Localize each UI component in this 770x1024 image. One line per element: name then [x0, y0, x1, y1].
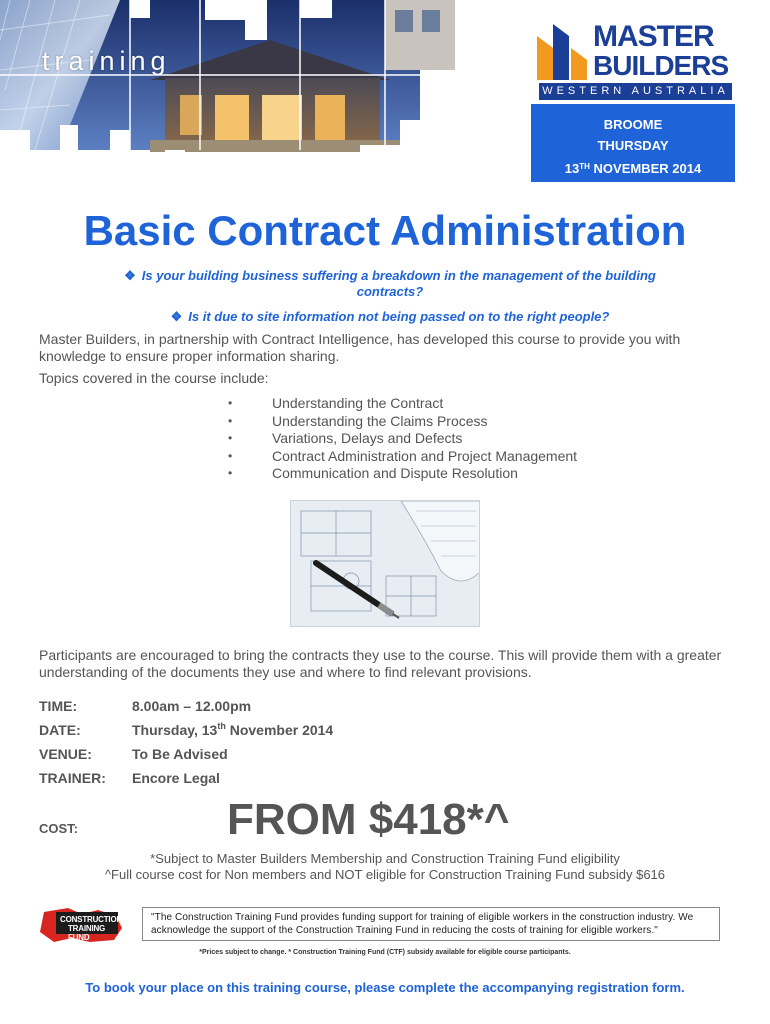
- list-item: • Communication and Dispute Resolution: [228, 465, 577, 483]
- diamond-bullet-icon: ❖: [124, 268, 136, 283]
- booking-instruction: To book your place on this training course, please complete the accompanying registration form.: [85, 980, 685, 995]
- event-date: 13TH NOVEMBER 2014: [564, 161, 702, 176]
- membership-note: *Subject to Master Builders Membership and Construction Training Fund eligibility: [150, 851, 620, 866]
- topics-list: [228, 395, 577, 483]
- course-price: FROM $418*^: [227, 795, 510, 844]
- cost-label: COST:: [39, 821, 78, 836]
- ctf-fine-print: *Prices subject to change. * Construction Training Fund (CTF) subsidy available for eligible course participants.: [199, 949, 571, 956]
- page-title: Basic Contract Administration: [83, 207, 687, 254]
- intro-paragraph: Master Builders, in partnership with Contract Intelligence, has developed this course to provide you with knowledge to ensure proper information sharing.: [39, 331, 681, 364]
- question-1: ❖ Is your building business suffering a breakdown in the management of the building contracts?: [124, 268, 656, 299]
- logo-western-australia-bar: WESTERN AUSTRALIA: [539, 83, 732, 100]
- detail-trainer: TRAINER: Encore Legal: [39, 770, 220, 786]
- detail-venue: VENUE: To Be Advised: [39, 746, 228, 762]
- logo-builders-text: BUILDERS: [593, 50, 729, 81]
- question-2: ❖ Is it due to site information not being passed on to the right people?: [170, 309, 610, 324]
- detail-date: DATE: Thursday, 13th November 2014: [39, 721, 334, 738]
- header-photo-collage: [0, 0, 490, 165]
- training-wordmark: training: [42, 46, 171, 76]
- ctf-acknowledgement-box: "The Construction Training Fund provides funding support for training of eligible workers in the construction industry. We acknowledge the support of the Construction Training Fund in reducing the costs of training for eligible workers.": [142, 907, 720, 941]
- full-cost-note: ^Full course cost for Non members and NOT eligible for Construction Training Fund subsidy $616: [104, 867, 666, 882]
- blueprint-with-pen-image: [290, 500, 480, 627]
- topics-heading: Topics covered in the course include:: [39, 370, 269, 386]
- detail-time: TIME: 8.00am – 12.00pm: [39, 698, 252, 714]
- list-item: • Understanding the Claims Process: [228, 413, 577, 431]
- diamond-bullet-icon: ❖: [170, 309, 183, 324]
- list-item: • Contract Administration and Project Management: [228, 448, 577, 466]
- master-builders-mark-icon: [535, 22, 589, 82]
- list-item: • Understanding the Contract: [228, 395, 577, 413]
- ctf-logo-line2: TRAINING FUND: [68, 924, 106, 942]
- participants-paragraph: Participants are encouraged to bring the contracts they use to the course. This will provide them with a greater understanding of the documents they use and where to find relevant provisions.: [39, 647, 722, 680]
- event-day: THURSDAY: [597, 138, 669, 153]
- ctf-logo-line1: CONSTRUCTION: [60, 915, 123, 924]
- event-city: BROOME: [603, 117, 663, 132]
- event-date-box: [531, 104, 735, 182]
- construction-training-fund-logo: [38, 906, 124, 944]
- list-item: • Variations, Delays and Defects: [228, 430, 577, 448]
- master-builders-logo: [535, 22, 735, 102]
- logo-master-text: MASTER: [593, 20, 714, 53]
